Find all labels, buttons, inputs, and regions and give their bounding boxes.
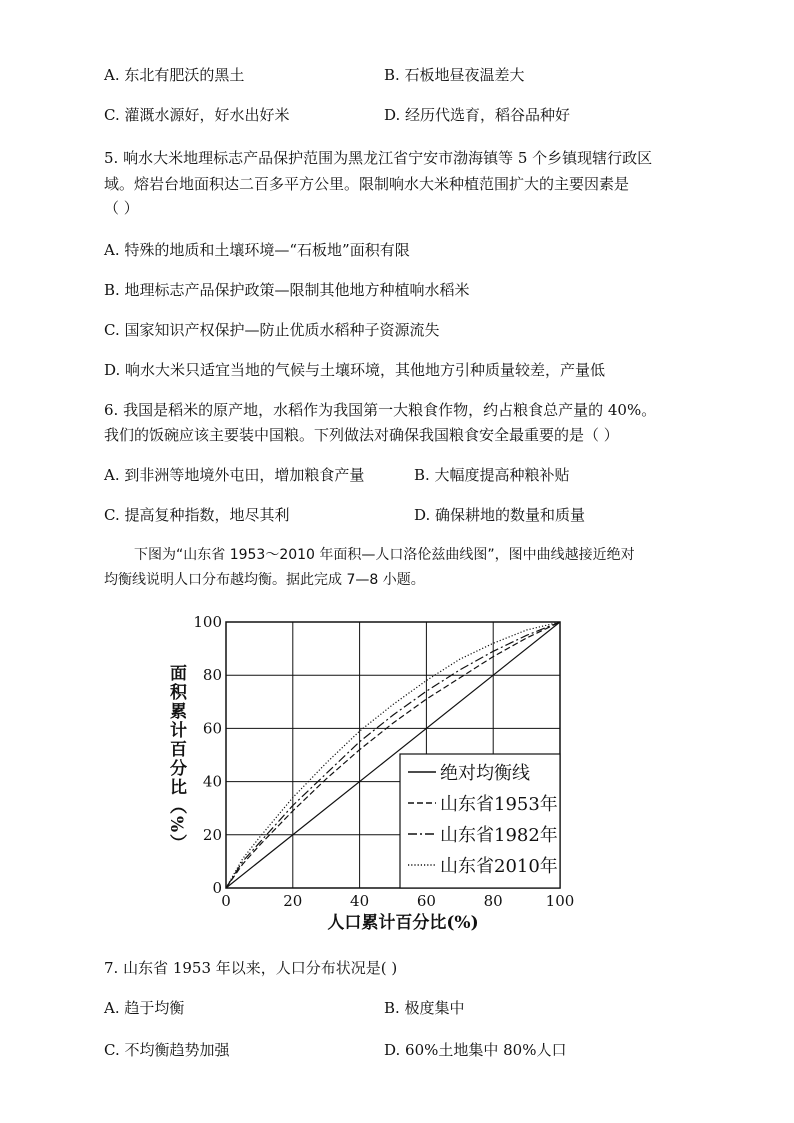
legend-label: 山东省1982年 (440, 825, 558, 846)
legend-label: 山东省1953年 (440, 794, 558, 815)
legend-label: 绝对均衡线 (440, 763, 530, 784)
q4-option-c: C. 灌溉水源好，好水出好米 (104, 106, 290, 124)
q5-answer-blank: （ ） (104, 199, 139, 217)
y-tick-label: 20 (202, 825, 222, 844)
x-tick-label: 80 (483, 892, 503, 910)
x-tick-label: 60 (416, 892, 436, 910)
q6-stem-line2: 我们的饭碗应该主要装中国粮。下列做法对确保我国粮食安全最重要的是（ ） (104, 426, 619, 444)
q4-option-d: D. 经历代选育，稻谷品种好 (384, 106, 571, 124)
q5-option-b: B. 地理标志产品保护政策—限制其他地方种植响水稻米 (104, 281, 470, 299)
q6-option-c: C. 提高复种指数，地尽其利 (104, 506, 290, 524)
x-tick-label: 100 (545, 892, 575, 910)
q7-option-a: A. 趋于均衡 (104, 999, 185, 1017)
y-axis-title: 面积累计百分比（%） (166, 664, 186, 854)
q5-option-a: A. 特殊的地质和土壤环境—“石板地”面积有限 (104, 241, 410, 259)
y-tick-label: 0 (212, 879, 222, 897)
q6-option-d: D. 确保耕地的数量和质量 (414, 506, 586, 524)
y-tick-label: 80 (202, 666, 222, 685)
figure-intro-line1: 下图为“山东省 1953～2010 年面积—人口洛伦兹曲线图”，图中曲线越接近绝对 (134, 547, 635, 563)
q7-option-d: D. 60%土地集中 80%人口 (384, 1041, 567, 1059)
q6-option-b: B. 大幅度提高种粮补贴 (414, 466, 570, 484)
q7-option-b: B. 极度集中 (384, 999, 465, 1017)
x-tick-label: 0 (221, 892, 231, 910)
q7-stem: 7. 山东省 1953 年以来，人口分布状况是( ) (104, 959, 398, 977)
q5-option-c: C. 国家知识产权保护—防止优质水稻种子资源流失 (104, 321, 440, 339)
q5-option-d: D. 响水大米只适宜当地的气候与土壤环境，其他地方引种质量较差，产量低 (104, 361, 606, 379)
q5-stem-line2: 域。熔岩台地面积达二百多平方公里。限制响水大米种植范围扩大的主要因素是 (104, 175, 630, 193)
y-tick-label: 60 (202, 719, 222, 738)
q6-option-a: A. 到非洲等地境外屯田，增加粮食产量 (104, 466, 365, 484)
q5-stem-line1: 5. 响水大米地理标志产品保护范围为黑龙江省宁安市渤海镇等 5 个乡镇现辖行政区 (104, 149, 653, 167)
q4-option-b: B. 石板地昼夜温差大 (384, 66, 525, 84)
q6-stem-line1: 6. 我国是稻米的原产地，水稻作为我国第一大粮食作物，约占粮食总产量的 40%。 (104, 401, 657, 419)
y-tick-label: 40 (202, 772, 222, 791)
x-tick-label: 20 (283, 892, 303, 910)
figure-intro-line2: 均衡线说明人口分布越均衡。据此完成 7—8 小题。 (104, 572, 425, 588)
y-tick-label: 100 (193, 613, 222, 631)
q4-option-a: A. 东北有肥沃的黑土 (104, 66, 245, 84)
x-tick-label: 40 (350, 892, 370, 910)
legend-label: 山东省2010年 (440, 856, 558, 877)
q7-option-c: C. 不均衡趋势加强 (104, 1041, 230, 1059)
x-axis-title: 人口累计百分比(%) (327, 913, 479, 933)
